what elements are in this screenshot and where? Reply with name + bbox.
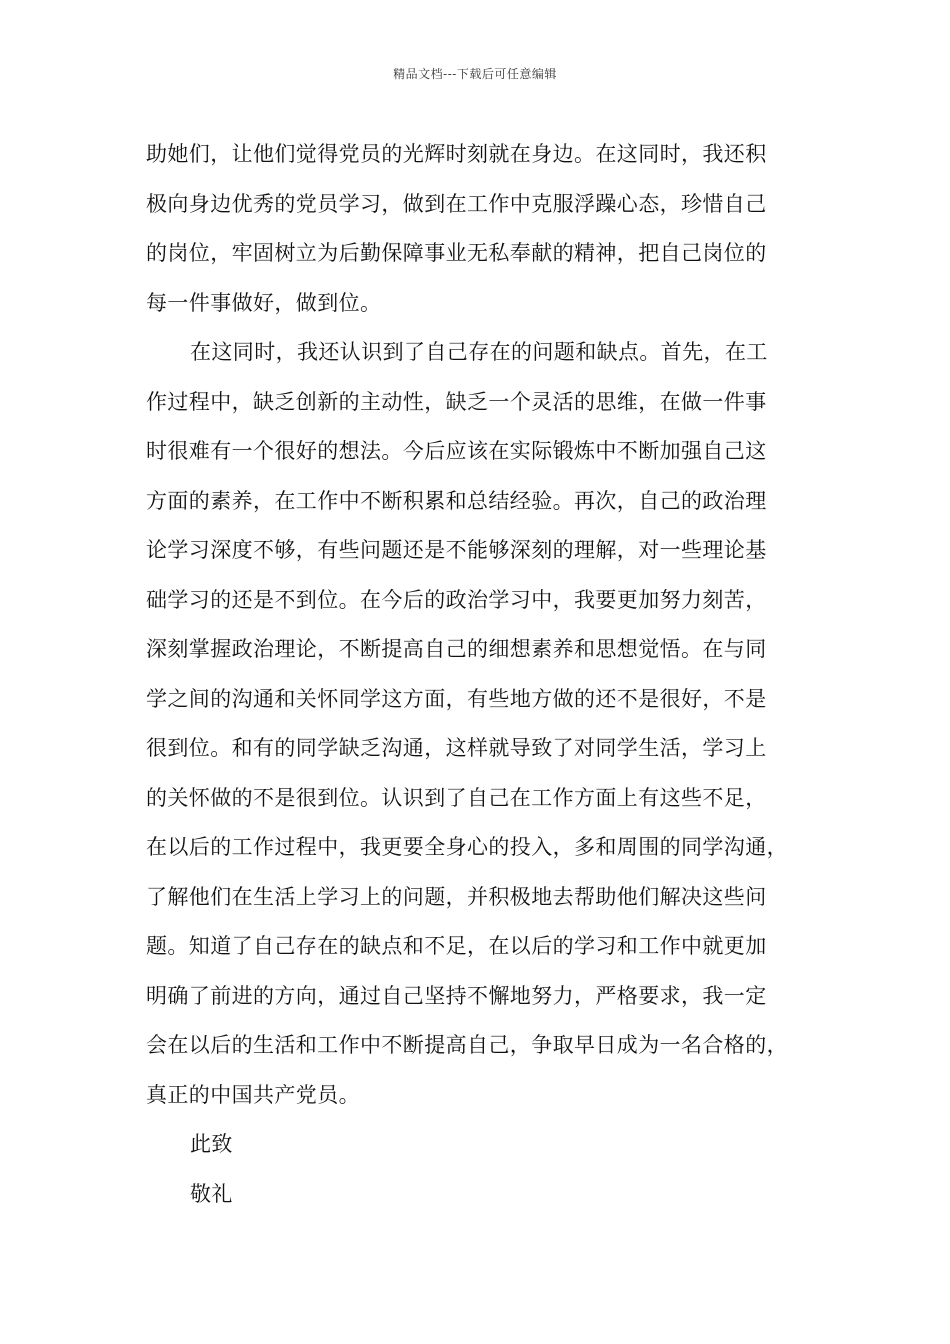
- text-line: 时很难有一个很好的想法。今后应该在实际锻炼中不断加强自己这: [146, 439, 767, 463]
- text-line: 明确了前进的方向，通过自己坚持不懈地努力，严格要求，我一定: [146, 983, 767, 1008]
- closing-salutation: 此致: [190, 1132, 233, 1156]
- text-line: 础学习的还是不到位。在今后的政治学习中，我要更加努力刻苦，: [146, 587, 767, 612]
- text-line: 的关怀做的不是很到位。认识到了自己在工作方面上有这些不足，: [146, 785, 767, 810]
- text-line: 作过程中，缺乏创新的主动性，缺乏一个灵活的思维，在做一件事: [146, 389, 767, 414]
- text-line: 了解他们在生活上学习上的问题，并积极地去帮助他们解决这些问: [146, 884, 767, 909]
- paragraph-1: [146, 130, 810, 328]
- text-line: 深刻掌握政治理论，不断提高自己的细想素养和思想觉悟。在与同: [146, 637, 767, 661]
- text-line: 助她们，让他们觉得党员的光辉时刻就在身边。在这同时，我还积: [146, 142, 767, 166]
- text-line: 很到位。和有的同学缺乏沟通，这样就导致了对同学生活，学习上: [146, 736, 767, 760]
- letter-body: [146, 130, 810, 1219]
- text-line: 会在以后的生活和工作中不断提高自己，争取早日成为一名合格的，: [146, 1033, 788, 1057]
- text-line: 每一件事做好，做到位。: [146, 290, 382, 315]
- text-line: 极向身边优秀的党员学习，做到在工作中克服浮躁心态，珍惜自己: [146, 191, 767, 216]
- paragraph-2: [146, 328, 810, 1120]
- text-line: 学之间的沟通和关怀同学这方面，有些地方做的还不是很好，不是: [146, 686, 767, 711]
- closing-regards: 敬礼: [190, 1181, 233, 1206]
- text-line: 的岗位，牢固树立为后勤保障事业无私奉献的精神，把自己岗位的: [146, 241, 767, 265]
- page-header: 精品文档---下载后可任意编辑: [393, 67, 557, 81]
- closing: [146, 1120, 810, 1219]
- text-line: 真正的中国共产党员。: [146, 1082, 360, 1107]
- text-line: 题。知道了自己存在的缺点和不足，在以后的学习和工作中就更加: [146, 934, 767, 958]
- text-line: 在这同时，我还认识到了自己存在的问题和缺点。首先，在工: [190, 340, 768, 364]
- text-line: 方面的素养，在工作中不断积累和总结经验。再次，自己的政治理: [146, 488, 767, 513]
- text-line: 在以后的工作过程中，我更要全身心的投入，多和周围的同学沟通，: [146, 835, 788, 859]
- text-line: 论学习深度不够，有些问题还是不能够深刻的理解，对一些理论基: [146, 538, 767, 562]
